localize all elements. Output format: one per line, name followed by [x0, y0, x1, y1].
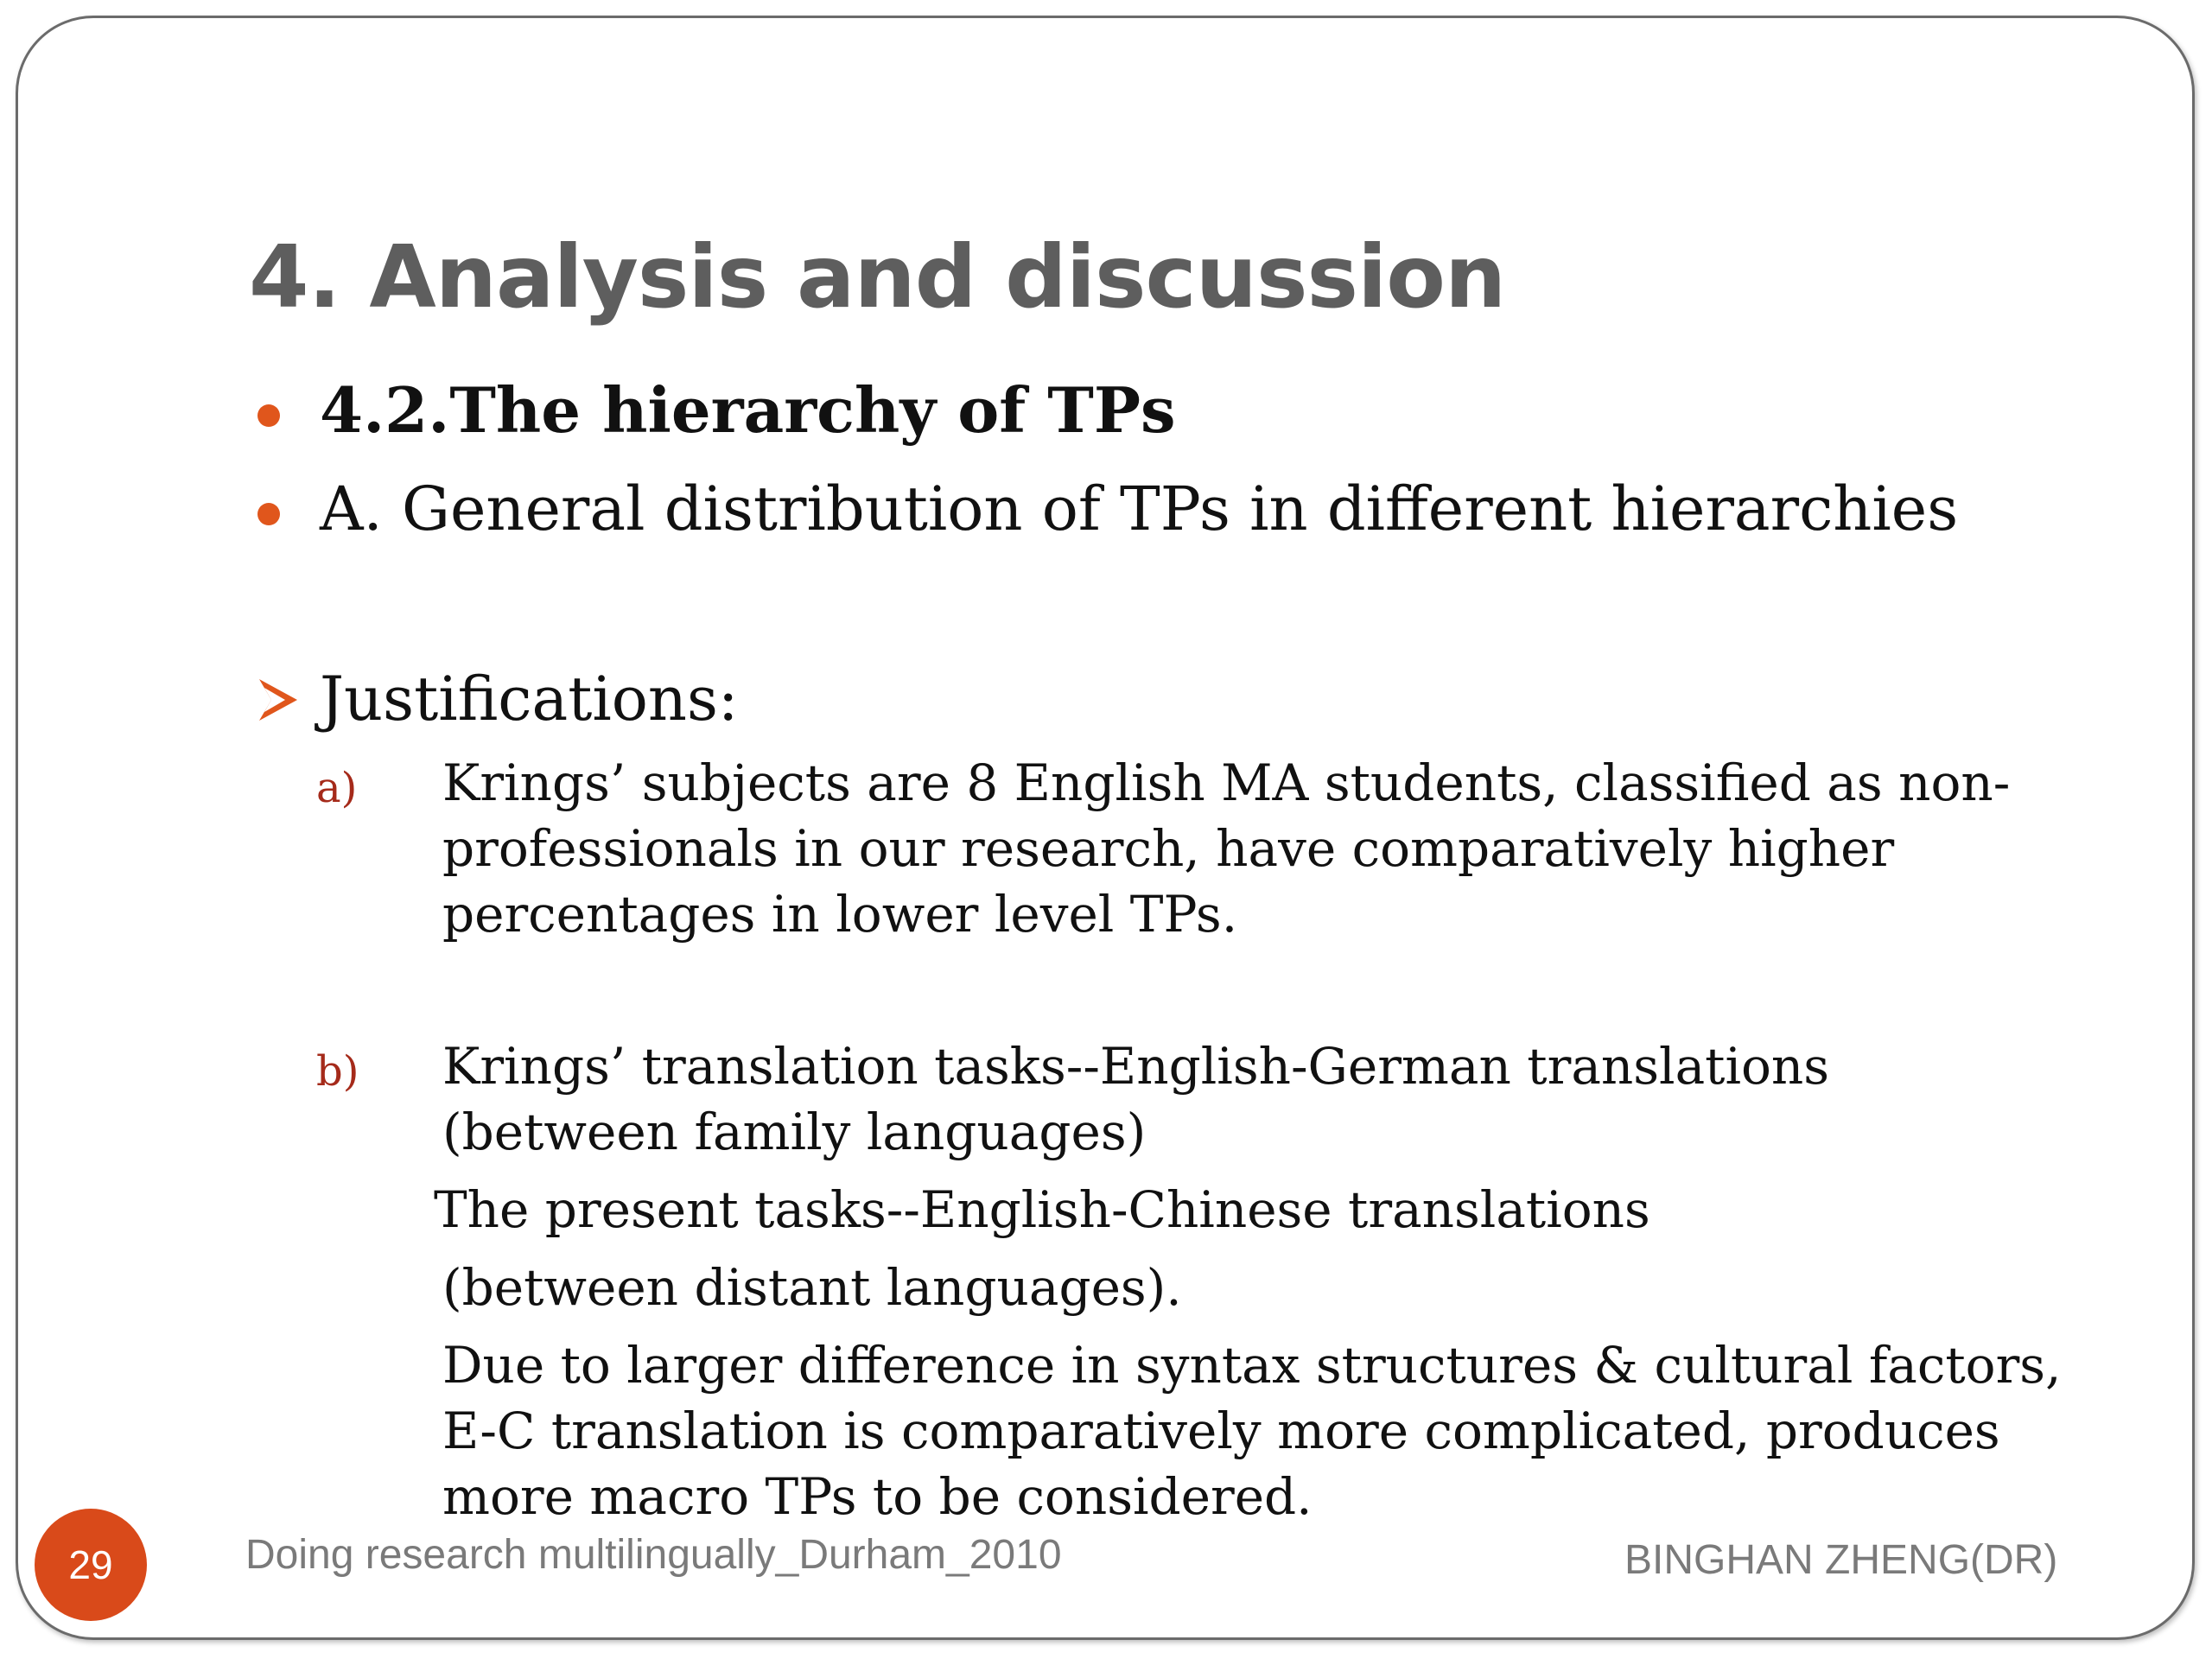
justification-b-text [442, 1033, 2067, 1165]
footer-event-text: Doing research multilingually_Durham_2010 [245, 1532, 1062, 1578]
justifications-label: Justifications: [320, 664, 739, 734]
text-line: The present tasks--English-Chinese translations [434, 1180, 1650, 1239]
round-bullet-icon [257, 503, 280, 525]
conclusion-text [442, 1332, 2067, 1529]
text-line: (between distant languages). [442, 1258, 1182, 1317]
slide-title: 4. Analysis and discussion [249, 226, 1506, 327]
text-line: more macro TPs to be considered. [442, 1467, 1313, 1526]
bullet-text: A. General distribution of TPs in different hierarchies [320, 474, 1959, 544]
text-line: (between family languages) [442, 1103, 1147, 1161]
text-line: Krings’ translation tasks--English-German translations [442, 1037, 1830, 1096]
arrow-bullet-icon [256, 676, 301, 724]
text-line: Due to larger difference in syntax structures & cultural factors, [442, 1336, 2062, 1395]
bullet-text: 4.2.The hierarchy of TPs [320, 373, 1176, 447]
list-marker-b: b) [316, 1047, 359, 1096]
text-line: Krings’ subjects are 8 English MA students, classified as non- [442, 753, 2011, 812]
text-line: professionals in our research, have comparatively higher [442, 819, 1895, 878]
round-bullet-icon [257, 404, 280, 427]
text-line: E-C translation is comparatively more complicated, produces [442, 1402, 2000, 1460]
text-line: percentages in lower level TPs. [442, 885, 1238, 944]
present-tasks-text [434, 1177, 2058, 1243]
justification-a-text [442, 750, 2067, 947]
page-number-badge: 29 [35, 1509, 147, 1621]
footer-author-text: BINGHAN ZHENG(DR) [1624, 1537, 2058, 1583]
list-marker-a: a) [316, 764, 358, 812]
distant-languages-text [442, 1255, 2067, 1320]
